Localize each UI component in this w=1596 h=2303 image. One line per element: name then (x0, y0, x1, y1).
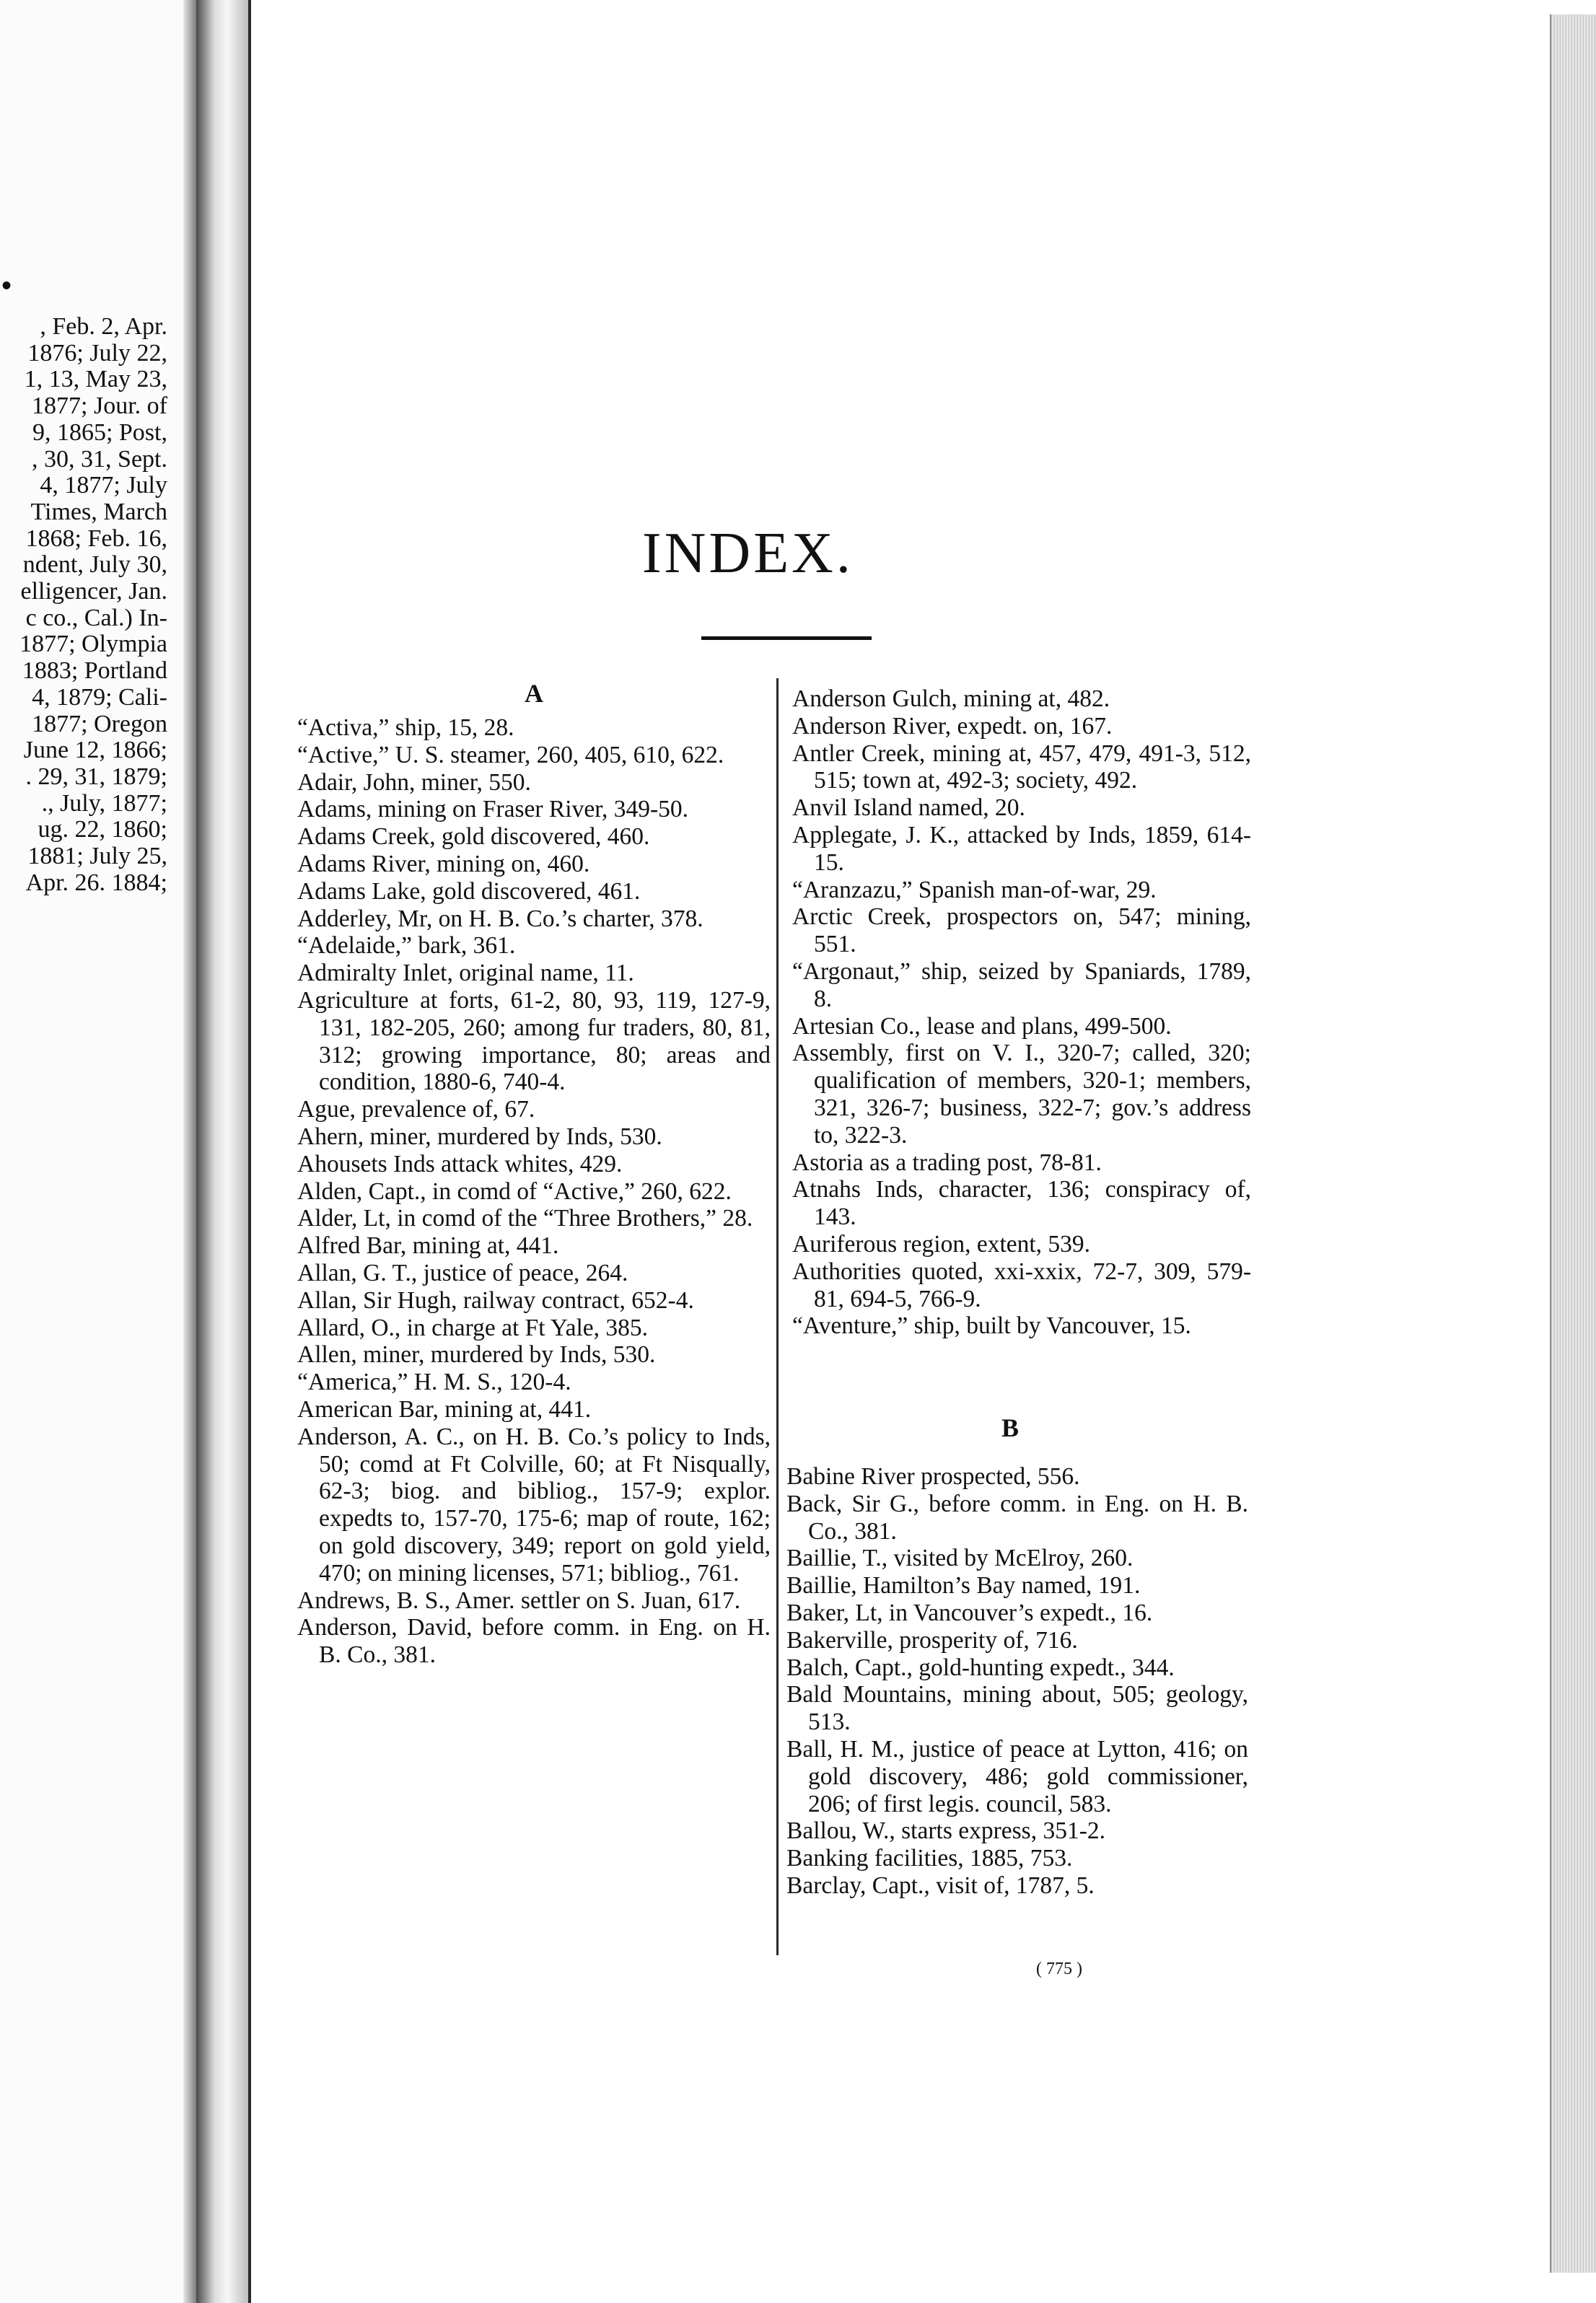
index-column-right-b (786, 1463, 1248, 1900)
facing-page-line: , 30, 31, Sept. (32, 445, 167, 473)
index-entry: Arctic Creek, prospectors on, 547; mining, 551. (792, 903, 1251, 958)
facing-page-line: 1, 13, May 23, (24, 366, 167, 393)
index-entry: Baillie, T., visited by McElroy, 260. (786, 1545, 1134, 1572)
index-entry: Anvil Island named, 20. (792, 794, 1025, 822)
index-entry: Allard, O., in charge at Ft Yale, 385. (297, 1314, 648, 1341)
facing-page-line: 9, 1865; Post, (32, 418, 167, 446)
index-entry: Applegate, J. K., attacked by Inds, 1859, 614-15. (792, 821, 1251, 876)
index-entry: Adams Lake, gold discovered, 461. (297, 877, 641, 905)
index-entry: Baker, Lt, in Vancouver’s expedt., 16. (786, 1599, 1153, 1626)
index-entry: “America,” H. M. S., 120-4. (297, 1369, 571, 1396)
index-entry: Ague, prevalence of, 67. (297, 1096, 535, 1123)
facing-page (0, 0, 196, 2303)
section-heading-b: B (1001, 1413, 1019, 1442)
index-entry: Assembly, first on V. I., 320-7; called, 320; qualification of members, 320-1; members, 321, 326-7; business, 322-7; gov.’s address to, 322-3. (792, 1040, 1251, 1149)
index-entry: “Aranzazu,” Spanish man-of-war, 29. (792, 876, 1157, 903)
index-entry: Adams, mining on Fraser River, 349-50. (297, 796, 689, 823)
book-gutter (196, 0, 248, 2303)
index-entry: “Active,” U. S. steamer, 260, 405, 610, 622. (297, 741, 724, 768)
index-entry: Ahousets Inds attack whites, 429. (297, 1150, 623, 1177)
index-entry: Anderson, David, before comm. in Eng. on H. B. Co., 381. (297, 1614, 771, 1669)
index-entry: Balch, Capt., gold-hunting expedt., 344. (786, 1654, 1175, 1681)
facing-page-line: 1877; Oregon (32, 710, 167, 737)
facing-page-line: elligencer, Jan. (20, 578, 167, 605)
index-entry: Back, Sir G., before comm. in Eng. on H. B. Co., 381. (786, 1490, 1248, 1545)
index-entry: Adams River, mining on, 460. (297, 850, 590, 877)
facing-page-line: Apr. 26. 1884; (25, 869, 167, 896)
index-entry: Babine River prospected, 556. (786, 1463, 1080, 1490)
index-entry: Ball, H. M., justice of peace at Lytton, 416; on gold discovery, 486; gold commissioner, 206; of first legis. council, 583. (786, 1735, 1248, 1817)
index-entry: Adderley, Mr, on H. B. Co.’s charter, 378. (297, 905, 703, 932)
facing-page-line: ndent, July 30, (22, 551, 167, 579)
index-entry: Barclay, Capt., visit of, 1787, 5. (786, 1872, 1095, 1899)
page-title: INDEX. (642, 522, 854, 585)
index-entry: “Adelaide,” bark, 361. (297, 932, 516, 960)
facing-page-line: 1877; Jour. of (32, 392, 167, 420)
index-entry: Andrews, B. S., Amer. settler on S. Juan, 617. (297, 1587, 741, 1614)
index-entry: Alden, Capt., in comd of “Active,” 260, 622. (297, 1177, 732, 1205)
index-entry: Ballou, W., starts express, 351-2. (786, 1817, 1105, 1845)
facing-page-line: June 12, 1866; (23, 737, 167, 764)
facing-page-line: 4, 1877; July (40, 472, 167, 499)
facing-page-line: 1881; July 25, (27, 843, 167, 869)
index-entry: “Aventure,” ship, built by Vancouver, 15. (792, 1312, 1191, 1340)
index-entry: Anderson Gulch, mining at, 482. (792, 685, 1110, 712)
index-entry: Anderson, A. C., on H. B. Co.’s policy to Inds, 50; comd at Ft Colville, 60; at Ft Nisqually, 62-3; biog. and bibliog., 157-9; explor. expedts to, 157-70, 175-6; map of route, 162; on gold discovery, 349; report on gold yield, 470; on mining licenses, 571; bibliog., 761. (297, 1423, 771, 1587)
index-entry: Astoria as a trading post, 78-81. (792, 1149, 1102, 1176)
index-entry: Allan, Sir Hugh, railway contract, 652-4. (297, 1286, 694, 1314)
index-entry: Ahern, miner, murdered by Inds, 530. (297, 1123, 662, 1150)
index-entry: Admiralty Inlet, original name, 11. (297, 960, 634, 987)
facing-page-line: , Feb. 2, Apr. (40, 313, 167, 340)
index-entry: “Activa,” ship, 15, 28. (297, 714, 514, 741)
index-entry: “Argonaut,” ship, seized by Spaniards, 1789, 8. (792, 957, 1251, 1012)
facing-page-line: 1876; July 22, (27, 339, 167, 367)
index-entry: Alfred Bar, mining at, 441. (297, 1232, 559, 1260)
page-stack-edge (1550, 14, 1596, 2273)
index-entry: Bald Mountains, mining about, 505; geology, 513. (786, 1681, 1248, 1736)
facing-page-line: ., July, 1877; (41, 789, 167, 817)
facing-page-line: 1883; Portland (22, 657, 167, 685)
index-entry: Banking facilities, 1885, 753. (786, 1845, 1073, 1872)
index-entry: Adair, John, miner, 550. (297, 768, 531, 796)
page-shadow (183, 0, 196, 2303)
index-entry: Allen, miner, murdered by Inds, 530. (297, 1341, 656, 1369)
index-entry: Adams Creek, gold discovered, 460. (297, 823, 650, 851)
index-entry: Authorities quoted, xxi-xxix, 72-7, 309, 579-81, 694-5, 766-9. (792, 1258, 1251, 1312)
index-entry: Auriferous region, extent, 539. (792, 1230, 1091, 1258)
facing-page-line: Times, March (30, 498, 167, 525)
index-column-right-a (792, 685, 1251, 1340)
index-entry: Artesian Co., lease and plans, 499-500. (792, 1012, 1172, 1040)
index-entry: Allan, G. T., justice of peace, 264. (297, 1259, 628, 1286)
index-entry: American Bar, mining at, 441. (297, 1395, 592, 1423)
page-number: ( 775 ) (1036, 1960, 1082, 1978)
facing-page-line: ug. 22, 1860; (38, 816, 167, 843)
facing-page-line: . 29, 31, 1879; (25, 763, 167, 790)
section-heading-a: A (525, 679, 543, 708)
index-column-left (297, 714, 771, 1669)
index-entry: Agriculture at forts, 61-2, 80, 93, 119, 127-9, 131, 182-205, 260; among fur traders, 80, 81, 312; growing importance, 80; areas and condition, 1880-6, 740-4. (297, 986, 771, 1096)
title-rule (701, 636, 872, 640)
facing-page-line: 1868; Feb. 16, (25, 525, 167, 552)
index-entry: Atnahs Inds, character, 136; conspiracy of, 143. (792, 1176, 1251, 1231)
index-entry: Alder, Lt, in comd of the “Three Brothers,” 28. (297, 1205, 753, 1232)
column-divider (776, 678, 779, 1955)
facing-page-line: c co., Cal.) In- (25, 604, 167, 631)
facing-page-bullet: • (1, 269, 12, 302)
index-entry: Antler Creek, mining at, 457, 479, 491-3, 512, 515; town at, 492-3; society, 492. (792, 740, 1251, 794)
index-entry: Baillie, Hamilton’s Bay named, 191. (786, 1572, 1141, 1600)
facing-page-line: 4, 1879; Cali- (32, 683, 167, 711)
index-entry: Bakerville, prosperity of, 716. (786, 1626, 1078, 1654)
index-entry: Anderson River, expedt. on, 167. (792, 712, 1113, 740)
facing-page-line: 1877; Olympia (19, 631, 167, 658)
